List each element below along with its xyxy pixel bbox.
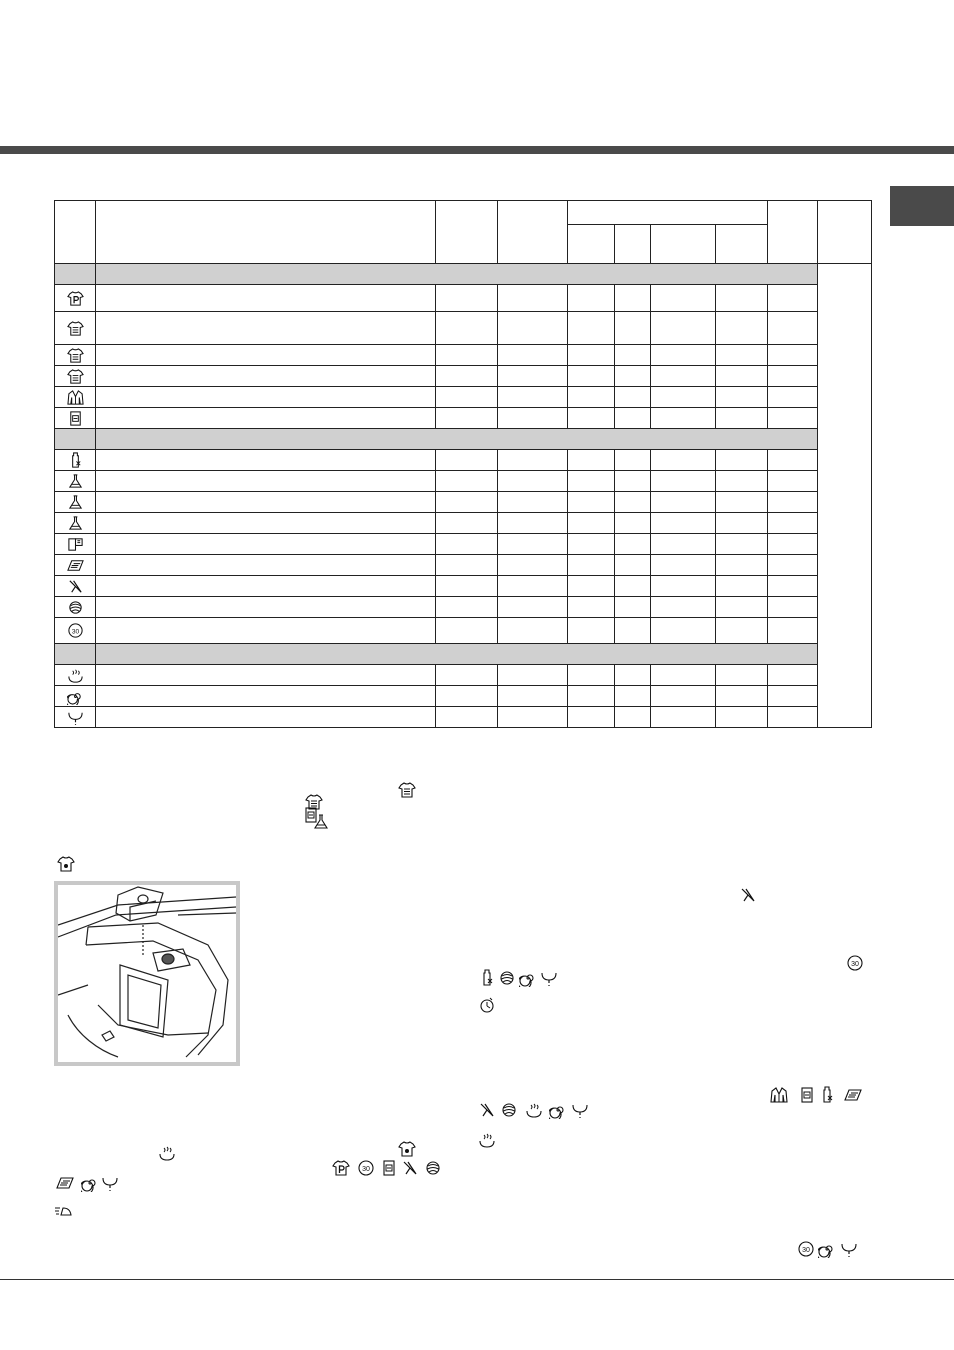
stained-shirt-icon — [57, 855, 75, 873]
detergent-box-icon — [67, 410, 84, 427]
spin-icon — [818, 1240, 836, 1258]
detergent-drawer-illustration — [54, 881, 240, 1066]
wool-icon — [844, 1086, 862, 1104]
baby-bottle-icon — [478, 969, 496, 987]
flask-icon — [67, 473, 84, 490]
spin-icon — [81, 1174, 99, 1192]
table-row — [55, 345, 872, 366]
spin-icon — [549, 1101, 567, 1119]
timer-icon — [478, 996, 496, 1014]
section-header-row — [55, 429, 872, 450]
drain-icon — [101, 1174, 119, 1192]
detergent-box-icon — [798, 1086, 816, 1104]
rinse-icon — [525, 1101, 543, 1119]
wool-icon — [844, 1086, 862, 1104]
shirt-p-icon — [332, 1159, 350, 1177]
programme-icon-cell — [55, 686, 96, 707]
jacket-icon — [67, 389, 84, 406]
express-30-icon — [357, 1159, 375, 1177]
silk-icon — [739, 886, 757, 904]
spin-icon — [67, 688, 84, 705]
programme-icon-cell — [55, 285, 96, 312]
table-row — [55, 450, 872, 471]
programme-icon-cell — [55, 492, 96, 513]
programme-icon-cell — [55, 534, 96, 555]
drawer-drawing — [58, 885, 236, 1062]
rinse-icon — [158, 1144, 176, 1162]
drain-icon — [540, 969, 558, 987]
table-row — [55, 707, 872, 728]
baby-bottle-icon — [818, 1086, 836, 1104]
programme-icon-cell — [55, 597, 96, 618]
jacket-icon — [770, 1086, 788, 1104]
express-30-icon — [797, 1240, 815, 1258]
iron-icon — [54, 1202, 72, 1220]
table-header-row — [55, 201, 872, 225]
silk-icon — [739, 886, 757, 904]
silk-icon — [478, 1101, 496, 1119]
stained-shirt-icon — [398, 1140, 416, 1158]
stained-shirt-icon — [398, 1140, 416, 1158]
shirt-p-icon — [67, 290, 84, 307]
rinse-icon — [478, 1131, 496, 1149]
silk-icon — [478, 1101, 496, 1119]
drain-icon — [840, 1240, 858, 1258]
programme-icon-cell — [55, 618, 96, 644]
drain-icon — [540, 969, 558, 987]
wool-icon — [67, 557, 84, 574]
silk-icon — [67, 578, 84, 595]
shirt-icon — [398, 781, 416, 799]
yarn-ball-icon — [498, 969, 516, 987]
yarn-ball-icon — [67, 599, 84, 616]
spin-icon — [519, 969, 537, 987]
express-30-icon — [846, 954, 864, 972]
table-row — [55, 513, 872, 534]
yarn-ball-icon — [498, 969, 516, 987]
programme-icon-cell — [55, 387, 96, 408]
table-row — [55, 686, 872, 707]
wool-icon — [56, 1174, 74, 1192]
drain-icon — [67, 709, 84, 726]
table-row — [55, 576, 872, 597]
section-header-row — [55, 644, 872, 665]
table-row — [55, 555, 872, 576]
shirt-icon — [67, 368, 84, 385]
table-row — [55, 408, 872, 429]
silk-icon — [401, 1159, 419, 1177]
table-row — [55, 387, 872, 408]
jacket-icon — [770, 1086, 788, 1104]
baby-bottle-icon — [818, 1086, 836, 1104]
detergent-box-icon — [380, 1159, 398, 1177]
table-row — [55, 534, 872, 555]
programme-icon-cell — [55, 450, 96, 471]
detergent-box-icon — [380, 1159, 398, 1177]
spin-icon — [81, 1174, 99, 1192]
programme-icon-cell — [55, 665, 96, 686]
flask-icon — [312, 813, 330, 831]
express-30-icon — [797, 1240, 815, 1258]
table-row — [55, 312, 872, 345]
iron-icon — [54, 1202, 72, 1220]
yarn-ball-icon — [424, 1159, 442, 1177]
rinse-icon — [158, 1144, 176, 1162]
rinse-icon — [478, 1131, 496, 1149]
timer-icon — [478, 996, 496, 1014]
express-30-icon — [357, 1159, 375, 1177]
table-row — [55, 285, 872, 312]
table-row — [55, 492, 872, 513]
express-30-icon — [846, 954, 864, 972]
shirt-icon — [67, 320, 84, 337]
programme-icon-cell — [55, 513, 96, 534]
spin-icon — [519, 969, 537, 987]
table-row — [55, 597, 872, 618]
baby-bottle-icon — [67, 452, 84, 469]
shirt-icon — [398, 781, 416, 799]
detergent-box-icon — [798, 1086, 816, 1104]
programme-icon-cell — [55, 312, 96, 345]
programme-table — [54, 200, 872, 728]
shirt-icon — [67, 347, 84, 364]
notes-column — [818, 264, 872, 728]
language-tab — [890, 186, 954, 226]
drain-icon — [571, 1101, 589, 1119]
programme-icon-cell — [55, 366, 96, 387]
programme-icon-cell — [55, 408, 96, 429]
rinse-icon — [67, 667, 84, 684]
silk-icon — [401, 1159, 419, 1177]
programme-icon-cell — [55, 471, 96, 492]
programme-icon-cell — [55, 576, 96, 597]
section-header-row — [55, 264, 872, 285]
programme-icon-cell — [55, 345, 96, 366]
table-row — [55, 471, 872, 492]
yarn-ball-icon — [500, 1101, 518, 1119]
yarn-ball-icon — [424, 1159, 442, 1177]
shirt-p-icon — [332, 1159, 350, 1177]
drain-icon — [571, 1101, 589, 1119]
mixed-fabric-icon — [67, 536, 84, 553]
programme-icon-cell — [55, 707, 96, 728]
drain-icon — [840, 1240, 858, 1258]
express-30-icon — [67, 622, 84, 639]
spin-icon — [549, 1101, 567, 1119]
spin-icon — [818, 1240, 836, 1258]
wool-icon — [56, 1174, 74, 1192]
drain-icon — [101, 1174, 119, 1192]
yarn-ball-icon — [500, 1101, 518, 1119]
table-row — [55, 366, 872, 387]
footer-rule — [0, 1279, 954, 1280]
baby-bottle-icon — [478, 969, 496, 987]
header-rule — [0, 146, 954, 154]
flask-icon — [67, 515, 84, 532]
table-row — [55, 665, 872, 686]
rinse-icon — [525, 1101, 543, 1119]
table-row — [55, 618, 872, 644]
flask-icon — [67, 494, 84, 511]
programme-icon-cell — [55, 555, 96, 576]
flask-icon — [312, 813, 330, 831]
stained-shirt-icon — [57, 855, 75, 873]
